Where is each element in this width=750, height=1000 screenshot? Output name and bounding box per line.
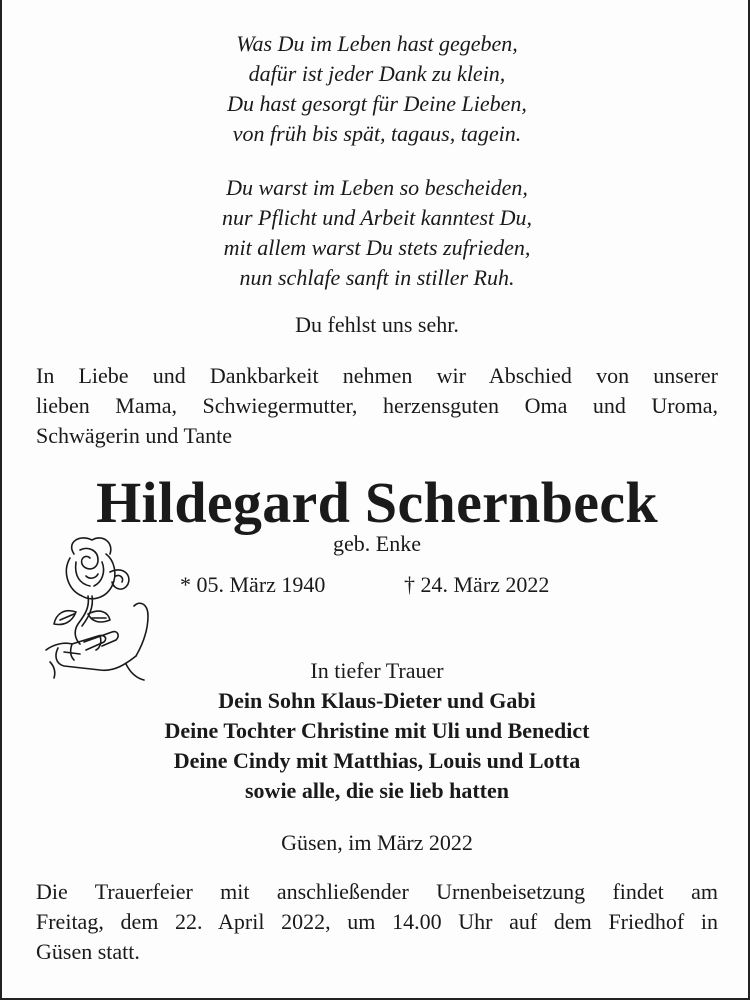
mourner-line: sowie alle, die sie lieb hatten — [245, 778, 509, 803]
place-date: Güsen, im März 2022 — [281, 830, 473, 855]
intro-line: lieben Mama, Schwiegermutter, herzensguten Oma und Uroma, — [36, 393, 718, 418]
intro-line: Schwägerin und Tante — [36, 423, 233, 448]
poem-line: nur Pflicht und Arbeit kanntest Du, — [221, 205, 532, 230]
maiden-name: geb. Enke — [333, 531, 421, 556]
poem-stanza-2 — [2, 173, 750, 293]
poem-line: nun schlafe sanft in stiller Ruh. — [239, 265, 515, 290]
poem-stanza-1 — [2, 29, 750, 149]
birth-date: * 05. März 1940 — [180, 572, 326, 597]
intro-paragraph — [36, 361, 718, 451]
mourners-block — [2, 656, 750, 806]
poem-line: Was Du im Leben hast gegeben, — [236, 31, 518, 56]
mourner-line: Deine Tochter Christine mit Uli und Benedict — [164, 718, 590, 743]
mourner-line: Deine Cindy mit Matthias, Louis und Lotta — [173, 748, 581, 773]
closing-line: Du fehlst uns sehr. — [295, 312, 459, 337]
poem-line: Du hast gesorgt für Deine Lieben, — [227, 91, 527, 116]
funeral-paragraph — [36, 877, 718, 967]
death-date: † 24. März 2022 — [404, 572, 550, 597]
poem-line: Du warst im Leben so bescheiden, — [226, 175, 528, 200]
poem-line: von früh bis spät, tagaus, tagein. — [232, 121, 522, 146]
funeral-line: Güsen statt. — [36, 939, 140, 964]
mourner-line: Dein Sohn Klaus-Dieter und Gabi — [218, 688, 536, 713]
funeral-line: Freitag, dem 22. April 2022, um 14.00 Uhr auf dem Friedhof in — [36, 909, 718, 934]
deceased-name: Hildegard Schernbeck — [96, 470, 658, 535]
mourners-heading: In tiefer Trauer — [310, 658, 444, 683]
funeral-line: Die Trauerfeier mit anschließender Urnenbeisetzung findet am — [36, 879, 718, 904]
poem-line: dafür ist jeder Dank zu klein, — [248, 61, 506, 86]
poem-line: mit allem warst Du stets zufrieden, — [223, 235, 531, 260]
intro-line: In Liebe und Dankbarkeit nehmen wir Abschied von unserer — [36, 363, 718, 388]
